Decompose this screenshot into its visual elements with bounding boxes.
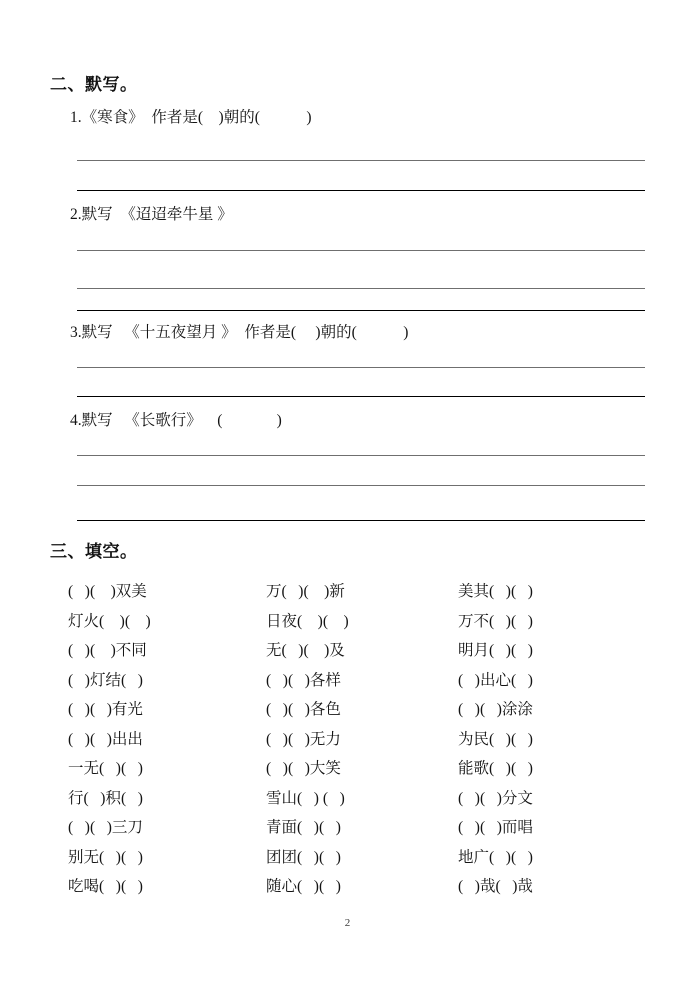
fill-in-blank-cell[interactable]: 为民( )( )	[458, 730, 533, 748]
section-heading-dictation: 二、默写。	[50, 75, 138, 95]
fill-in-blank-cell[interactable]: 万( )( )新	[266, 583, 345, 600]
fill-in-blank-cell[interactable]: ( )哉( )哉	[458, 878, 533, 895]
dictation-prompt: 3.默写 《十五夜望月 》 作者是( )朝的( )	[70, 324, 409, 341]
fill-in-blank-cell[interactable]: ( )( )无力	[266, 730, 341, 748]
fill-in-blank-cell[interactable]: 吃喝( )( )	[68, 878, 143, 895]
writing-rule-line	[77, 310, 645, 311]
fill-in-blank-cell[interactable]: ( )( )出出	[68, 730, 143, 748]
fill-in-blank-cell[interactable]: 美其( )( )	[458, 583, 533, 600]
fill-in-blank-cell[interactable]: 地广( )( )	[458, 848, 533, 866]
writing-rule-line	[77, 250, 645, 251]
writing-rule-line	[77, 485, 645, 486]
fill-in-blank-cell[interactable]: ( )灯结( )	[68, 671, 143, 689]
writing-rule-line	[77, 520, 645, 521]
section-heading-fill-in-blank: 三、填空。	[50, 542, 138, 562]
fill-in-blank-cell[interactable]: 万不( )( )	[458, 612, 533, 630]
fill-in-blank-cell[interactable]: 一无( )( )	[68, 760, 143, 777]
fill-in-blank-cell[interactable]: 日夜( )( )	[266, 612, 349, 630]
writing-rule-line	[77, 455, 645, 456]
fill-in-blank-cell[interactable]: ( )( )不同	[68, 642, 147, 659]
dictation-prompt: 1.《寒食》 作者是( )朝的( )	[70, 109, 312, 126]
fill-in-blank-cell[interactable]: ( )( )涂涂	[458, 701, 533, 718]
writing-rule-line	[77, 367, 645, 368]
fill-in-blank-cell[interactable]: ( )( )三刀	[68, 819, 143, 836]
fill-in-blank-cell[interactable]: ( )出心( )	[458, 671, 533, 689]
writing-rule-line	[77, 288, 645, 289]
writing-rule-line	[77, 160, 645, 161]
fill-in-blank-cell[interactable]: 别无( )( )	[68, 848, 143, 866]
fill-in-blank-cell[interactable]: ( )( )分文	[458, 789, 533, 807]
page-number: 2	[344, 917, 351, 929]
fill-in-blank-cell[interactable]: ( )( )大笑	[266, 760, 341, 777]
fill-in-blank-cell[interactable]: 随心( )( )	[266, 878, 341, 895]
fill-in-blank-cell[interactable]: 团团( )( )	[266, 848, 341, 866]
fill-in-blank-cell[interactable]: ( )( )双美	[68, 583, 147, 600]
fill-in-blank-cell[interactable]: ( )( )而唱	[458, 819, 533, 836]
fill-in-blank-cell[interactable]: ( )( )有光	[68, 701, 143, 718]
fill-in-blank-cell[interactable]: 能歌( )( )	[458, 760, 533, 777]
writing-rule-line	[77, 396, 645, 397]
dictation-prompt: 2.默写 《迢迢牵牛星 》	[70, 206, 233, 223]
fill-in-blank-cell[interactable]: 明月( )( )	[458, 642, 533, 659]
fill-in-blank-cell[interactable]: 行( )积( )	[68, 789, 143, 807]
dictation-prompt: 4.默写 《长歌行》 ( )	[70, 412, 282, 429]
fill-in-blank-cell[interactable]: 灯火( )( )	[68, 612, 151, 630]
fill-in-blank-cell[interactable]: ( )( )各色	[266, 701, 341, 718]
fill-in-blank-cell[interactable]: 无( )( )及	[266, 642, 345, 659]
fill-in-blank-cell[interactable]: 雪山( ) ( )	[266, 789, 345, 807]
writing-rule-line	[77, 190, 645, 191]
fill-in-blank-cell[interactable]: ( )( )各样	[266, 671, 341, 689]
fill-in-blank-cell[interactable]: 青面( )( )	[266, 819, 341, 836]
